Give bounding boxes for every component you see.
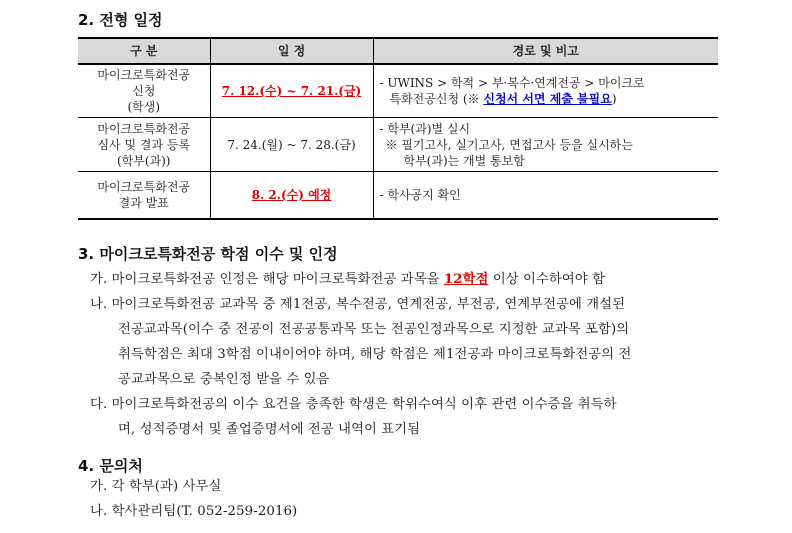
- application-date: 7. 12.(수) ~ 7. 21.(금): [221, 84, 362, 98]
- row-notes: [373, 172, 718, 219]
- item-ga: 가. 마이크로특화전공 인정은 해당 마이크로특화전공 과목을 12학점 이상 이수하여야 함: [90, 272, 606, 287]
- row-category: 마이크로특화전공 결과 발표: [78, 172, 210, 219]
- item-na-line: 공교과목으로 중복인정 받을 수 있음: [118, 372, 330, 387]
- note-line: 학부(과)는 개별 통보함: [403, 153, 525, 168]
- note-line: - UWINS > 학적 > 부·복수·연계전공 > 마이크로: [379, 76, 645, 90]
- section-4-body: [90, 474, 297, 524]
- item-da-line: 다. 마이크로특화전공의 이수 요건을 충족한 학생은 학위수여식 이후 관련 이수증을 취득하: [90, 397, 617, 412]
- row-notes: [373, 118, 718, 172]
- table-row: [78, 64, 718, 118]
- section-3-title: 3. 마이크로특화전공 학점 이수 및 인정: [78, 245, 338, 263]
- table-row: [78, 118, 718, 172]
- header-notes: 경로 및 비고: [373, 38, 718, 64]
- row-date: [210, 172, 373, 219]
- contact-item: 가. 각 학부(과) 사무실: [90, 479, 222, 494]
- item-na-line: 취득학점은 최대 3학점 이내이어야 하며, 해당 학점은 제1전공과 마이크로특화전공의 전: [118, 347, 632, 362]
- note-line: - 학사공지 확인: [379, 187, 461, 202]
- item-da-line: 며, 성적증명서 및 졸업증명서에 전공 내역이 표기됨: [118, 422, 421, 437]
- row-category: 마이크로특화전공 심사 및 결과 등록 (학부(과)): [78, 118, 210, 172]
- credit-requirement: 12학점: [443, 272, 489, 287]
- item-na-line: 나. 마이크로특화전공 교과목 중 제1전공, 복수전공, 연계전공, 부전공, 연계부전공에 개설된: [90, 297, 626, 312]
- note-line: ※ 필기고사, 실기고사, 면접고사 등을 실시하는: [385, 137, 633, 152]
- result-date: 8. 2.(수) 예정: [251, 187, 332, 202]
- section-4-title: 4. 문의처: [78, 457, 143, 475]
- schedule-table: [78, 37, 718, 220]
- row-date: [210, 64, 373, 118]
- section-3-body: [90, 267, 631, 442]
- row-category: 마이크로특화전공 신청 (학생): [78, 64, 210, 118]
- item-na-line: 전공교과목(이수 중 전공이 전공공통과목 또는 전공인정과목으로 지정한 교과목 포함)의: [118, 322, 630, 337]
- header-category: 구 분: [78, 38, 210, 64]
- no-paper-submission-note: 신청서 서면 제출 불필요: [483, 92, 612, 106]
- contact-item: 나. 학사관리팀(T. 052-259-2016): [90, 504, 298, 519]
- table-header-row: [78, 38, 718, 64]
- section-2-title: 2. 전형 일정: [78, 11, 163, 29]
- table-row: [78, 172, 718, 219]
- row-notes: [373, 64, 718, 118]
- row-date: 7. 24.(월) ~ 7. 28.(금): [210, 118, 373, 172]
- note-line: - 학부(과)별 실시: [379, 121, 471, 136]
- note-line: 특화전공신청 (※ 신청서 서면 제출 불필요): [389, 92, 617, 106]
- header-schedule: 일 정: [210, 38, 373, 64]
